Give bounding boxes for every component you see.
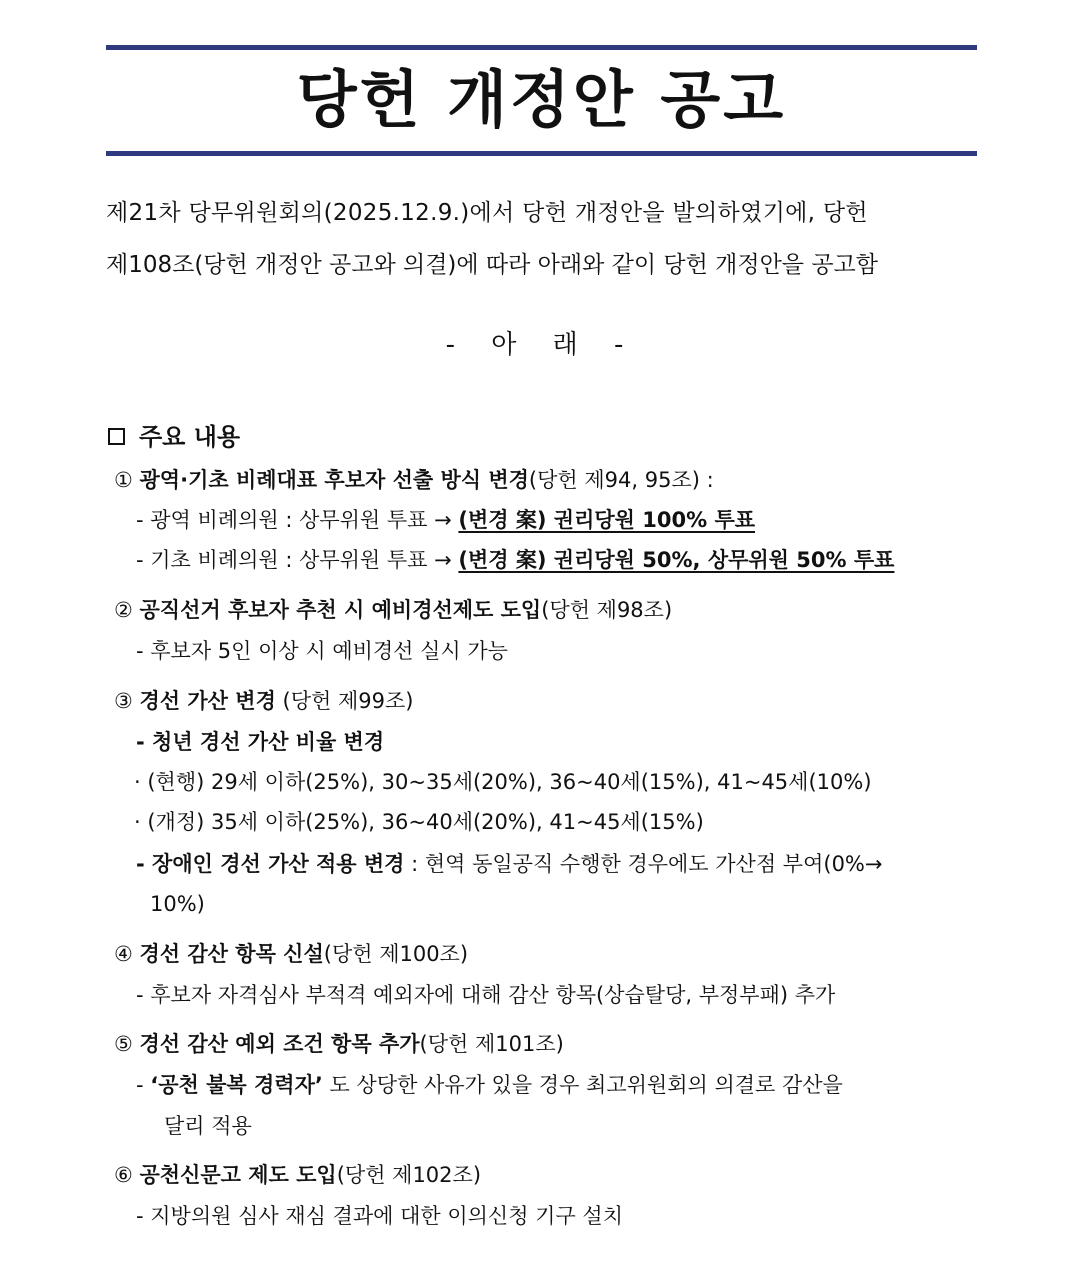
- intro-line-1: 제21차 당무위원회의(2025.12.9.)에서 당헌 개정안을 발의하였기에, 당헌: [106, 200, 868, 226]
- item-1-sub-2: - 기초 비례의원 : 상무위원 투표 → (변경 案) 권리당원 50%, 상무위원 50% 투표: [136, 548, 895, 572]
- checkbox-square-icon: [108, 428, 125, 445]
- item-3-disabled: - 장애인 경선 가산 적용 변경 : 현역 동일공직 수행한 경우에도 가산점 부여(0%→: [136, 852, 883, 876]
- item-2-title: 공직선거 후보자 추천 시 예비경선제도 도입: [139, 598, 542, 622]
- item-2-heading: [114, 594, 672, 626]
- item-3-num: ③: [114, 689, 133, 713]
- page-title: 당헌 개정안 공고: [296, 63, 787, 136]
- item-5-sub-cont: 달리 적용: [164, 1114, 252, 1138]
- item-6-ref: (당헌 제102조): [336, 1163, 482, 1187]
- item-3-current: · (현행) 29세 이하(25%), 30~35세(20%), 36~40세(15%), 41~45세(10%): [134, 770, 872, 794]
- top-rule: [106, 45, 977, 50]
- intro-line-2: 제108조(당헌 개정안 공고와 의결)에 따라 아래와 같이 당헌 개정안을 공고함: [106, 252, 878, 278]
- item-3-disabled-cont: 10%): [150, 892, 205, 916]
- item-3-heading: [114, 685, 413, 717]
- item-5-sub-1: - ‘공천 불복 경력자’ 도 상당한 사유가 있을 경우 최고위원회의 의결로 감산을: [136, 1073, 843, 1097]
- item-3-youth-heading: - 청년 경선 가산 비율 변경: [136, 730, 385, 754]
- item-1-sub-1-emph: (변경 案) 권리당원 100% 투표: [458, 508, 756, 532]
- item-3-revised: · (개정) 35세 이하(25%), 36~40세(20%), 41~45세(15%): [134, 810, 704, 834]
- item-2-sub-1: - 후보자 5인 이상 시 예비경선 실시 가능: [136, 639, 508, 663]
- item-4-ref: (당헌 제100조): [323, 942, 469, 966]
- item-3-title: 경선 가산 변경: [139, 689, 276, 713]
- item-1-title: 광역·기초 비례대표 후보자 선출 방식 변경: [139, 468, 529, 492]
- item-2-ref: (당헌 제98조): [541, 598, 673, 622]
- item-6-title: 공천신문고 제도 도입: [139, 1163, 337, 1187]
- item-3-ref: (당헌 제99조): [275, 689, 414, 713]
- item-4-num: ④: [114, 942, 133, 966]
- section-heading: [108, 421, 240, 453]
- item-1-sub-1: - 광역 비례의원 : 상무위원 투표 → (변경 案) 권리당원 100% 투표: [136, 508, 756, 532]
- item-5-ref: (당헌 제101조): [419, 1032, 564, 1056]
- item-5-heading: [114, 1028, 564, 1060]
- below-heading: - 아 래 -: [445, 330, 638, 360]
- item-4-sub-1: - 후보자 자격심사 부적격 예외자에 대해 감산 항목(상습탈당, 부정부패) 추가: [136, 983, 836, 1007]
- item-1-ref: (당헌 제94, 95조) :: [528, 468, 714, 492]
- item-6-heading: [114, 1159, 481, 1191]
- item-1-num: ①: [114, 468, 133, 492]
- item-4-title: 경선 감산 항목 신설: [139, 942, 324, 966]
- item-2-num: ②: [114, 598, 133, 622]
- item-4-heading: [114, 938, 468, 970]
- item-1-sub-2-emph: (변경 案) 권리당원 50%, 상무위원 50% 투표: [458, 548, 895, 572]
- item-5-num: ⑤: [114, 1032, 133, 1056]
- item-6-sub-1: - 지방의원 심사 재심 결과에 대한 이의신청 기구 설치: [136, 1204, 623, 1228]
- bottom-rule: [106, 151, 977, 156]
- section-title: 주요 내용: [139, 423, 241, 451]
- item-6-num: ⑥: [114, 1163, 133, 1187]
- item-1-heading: [114, 464, 714, 496]
- item-5-title: 경선 감산 예외 조건 항목 추가: [139, 1032, 420, 1056]
